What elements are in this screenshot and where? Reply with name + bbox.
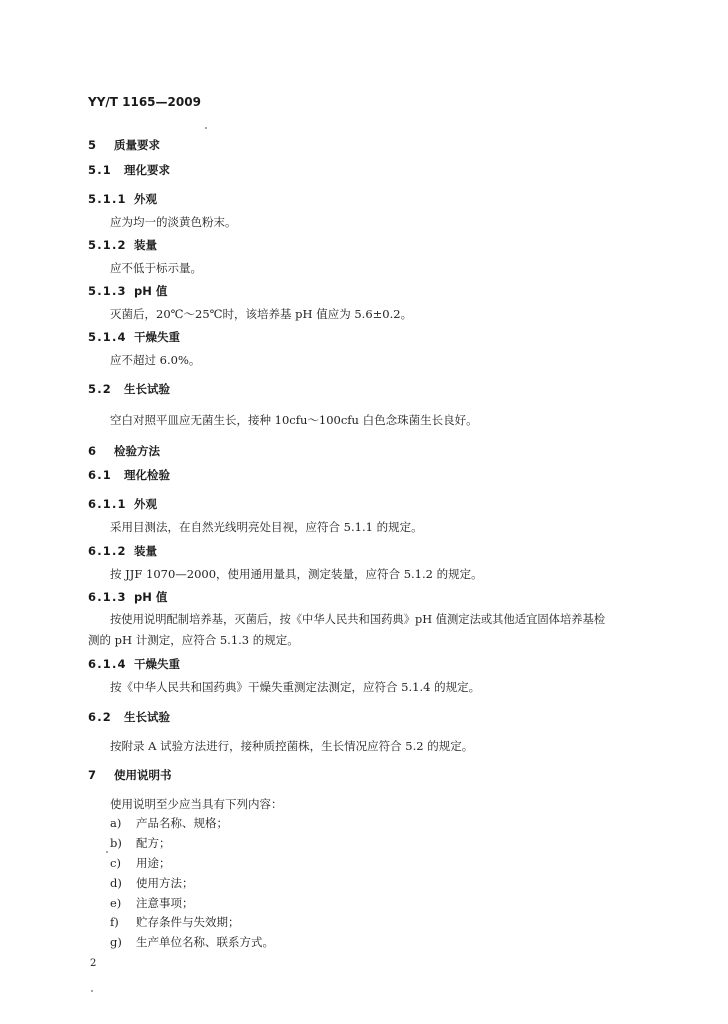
list-marker: e) <box>110 896 122 910</box>
section-number: 5 <box>88 138 98 152</box>
section-6-heading <box>88 443 160 459</box>
list-item <box>110 855 171 871</box>
page-number: 2 <box>90 958 97 969</box>
section-6-1-3-text-line2: 测的 pH 计测定，应符合 5.1.3 的规定。 <box>88 633 299 647</box>
section-title: 生长试验 <box>124 382 170 396</box>
section-title: 干燥失重 <box>134 330 180 344</box>
section-title: 干燥失重 <box>134 657 180 671</box>
section-6-1-1-text: 采用目测法，在自然光线明亮处目视，应符合 5.1.1 的规定。 <box>110 520 423 534</box>
list-marker: g) <box>110 935 122 949</box>
section-5-1-1-heading <box>88 191 157 207</box>
section-title: 装量 <box>134 544 157 558</box>
list-marker: c) <box>110 856 121 870</box>
section-6-1-4-text: 按《中华人民共和国药典》干燥失重测定法测定，应符合 5.1.4 的规定。 <box>110 680 481 694</box>
section-number: 7 <box>88 768 98 782</box>
section-6-1-2-heading <box>88 543 157 559</box>
list-text: 用途； <box>136 856 171 870</box>
list-item <box>110 875 194 891</box>
section-title: 外观 <box>134 192 157 206</box>
section-number: 5.1 <box>88 163 112 177</box>
list-marker: b) <box>110 836 122 850</box>
section-6-2-text: 按附录 A 试验方法进行，接种质控菌株，生长情况应符合 5.2 的规定。 <box>110 739 474 753</box>
list-text: 注意事项； <box>136 896 194 910</box>
section-number: 5.2 <box>88 382 112 396</box>
section-7-intro: 使用说明至少应当具有下列内容： <box>110 797 283 811</box>
section-number: 6.2 <box>88 710 112 724</box>
section-5-1-4-heading <box>88 329 180 345</box>
section-title: pH 值 <box>134 590 168 604</box>
list-text: 使用方法； <box>136 876 194 890</box>
section-5-1-3-text: 灭菌后，20℃～25℃时，该培养基 pH 值应为 5.6±0.2。 <box>110 307 413 321</box>
list-text: 贮存条件与失效期； <box>136 915 240 929</box>
list-marker: a) <box>110 816 122 830</box>
list-item <box>110 934 274 950</box>
section-5-1-heading <box>88 162 170 178</box>
section-5-heading <box>88 137 160 153</box>
list-text: 产品名称、规格； <box>136 816 228 830</box>
section-5-1-2-heading <box>88 237 157 253</box>
list-item <box>110 815 228 831</box>
section-6-2-heading <box>88 709 170 725</box>
list-item <box>110 835 171 851</box>
section-5-1-3-heading <box>88 283 167 299</box>
section-6-1-heading <box>88 467 170 483</box>
scan-speck <box>106 851 108 853</box>
section-number: 5.1.2 <box>88 238 127 252</box>
section-title: 使用说明书 <box>114 768 172 782</box>
section-title: 外观 <box>134 497 157 511</box>
scan-speck <box>91 990 93 992</box>
section-6-1-4-heading <box>88 656 180 672</box>
list-item <box>110 914 240 930</box>
section-number: 5.1.4 <box>88 330 127 344</box>
scan-speck <box>205 127 207 129</box>
section-title: 生长试验 <box>124 710 170 724</box>
section-6-1-3-heading <box>88 589 167 605</box>
section-number: 6.1 <box>88 468 112 482</box>
section-7-heading <box>88 767 172 783</box>
section-title: 装量 <box>134 238 157 252</box>
section-6-1-1-heading <box>88 496 157 512</box>
section-number: 5.1.1 <box>88 192 127 206</box>
section-number: 6.1.2 <box>88 544 127 558</box>
list-item <box>110 895 194 911</box>
section-title: 理化检验 <box>124 468 170 482</box>
section-number: 6.1.1 <box>88 497 127 511</box>
list-marker: f) <box>110 915 119 929</box>
section-6-1-2-text: 按 JJF 1070—2000，使用通用量具，测定装量，应符合 5.1.2 的规定。 <box>110 567 483 581</box>
document-header: YY/T 1165—2009 <box>88 95 201 109</box>
section-5-2-heading <box>88 381 170 397</box>
list-text: 生产单位名称、联系方式。 <box>136 935 274 949</box>
section-number: 6 <box>88 444 98 458</box>
section-title: 理化要求 <box>124 163 170 177</box>
list-marker: d) <box>110 876 122 890</box>
section-number: 6.1.4 <box>88 657 127 671</box>
section-6-1-3-text-line1: 按使用说明配制培养基，灭菌后，按《中华人民共和国药典》pH 值测定法或其他适宜固体培养基检 <box>110 613 606 626</box>
list-text: 配方； <box>136 836 171 850</box>
section-5-1-2-text: 应不低于标示量。 <box>110 261 202 275</box>
section-number: 5.1.3 <box>88 284 127 298</box>
section-5-2-text: 空白对照平皿应无菌生长，接种 10cfu～100cfu 白色念珠菌生长良好。 <box>110 413 478 427</box>
section-title: 质量要求 <box>114 138 160 152</box>
section-5-1-4-text: 应不超过 6.0%。 <box>110 353 201 367</box>
section-title: 检验方法 <box>114 444 160 458</box>
section-number: 6.1.3 <box>88 590 127 604</box>
section-title: pH 值 <box>134 284 168 298</box>
section-5-1-1-text: 应为均一的淡黄色粉末。 <box>110 215 237 229</box>
